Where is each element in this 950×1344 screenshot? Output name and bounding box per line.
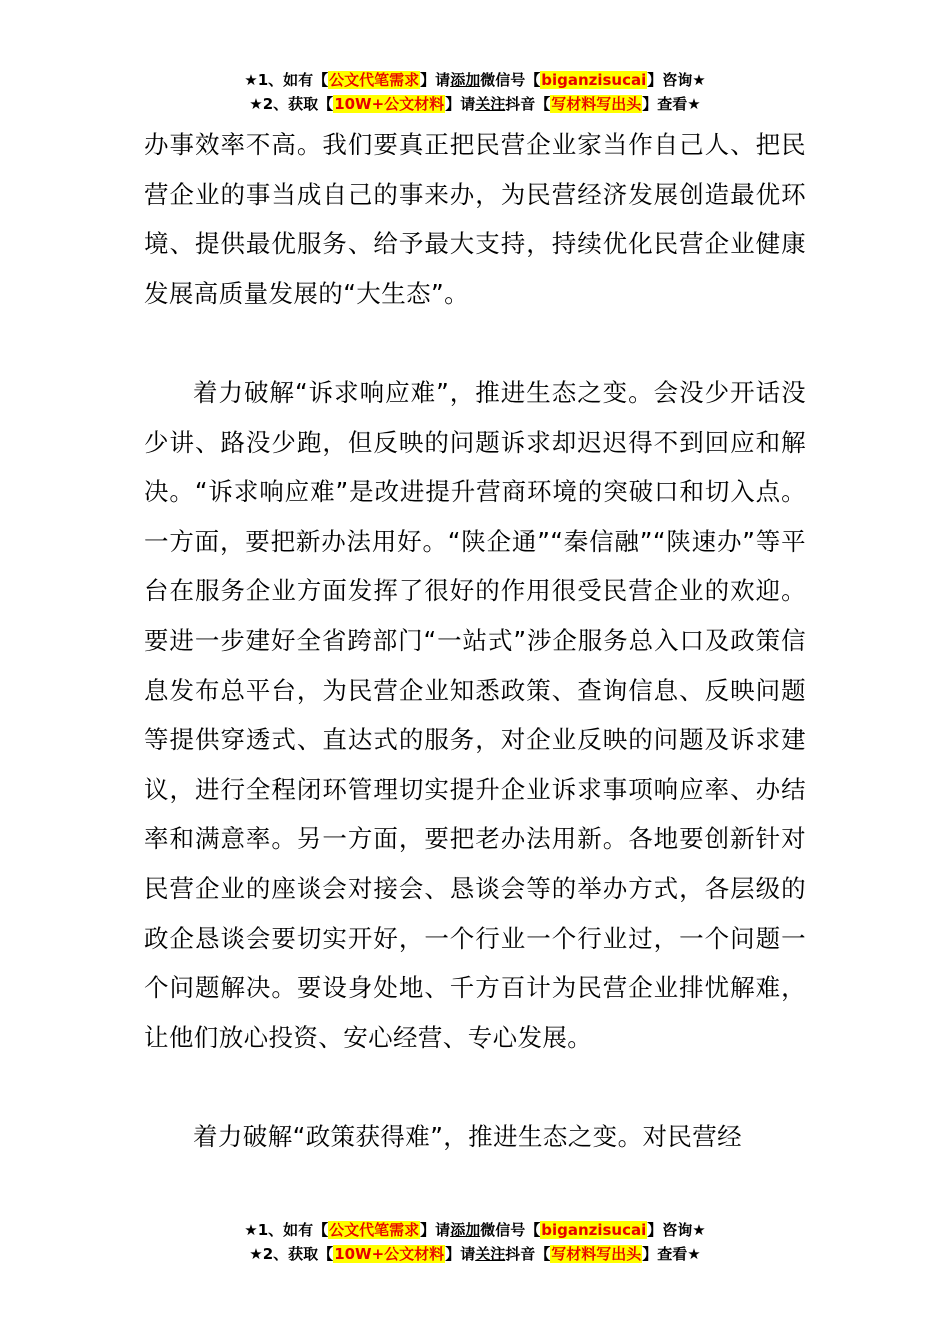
- footer-banner: [0, 1218, 950, 1266]
- highlight-materials: 10W+公文材料: [334, 1245, 445, 1263]
- banner-line-1: ★1、如有【公文代笔需求】请添加微信号【biganzisucai】咨询★: [244, 1221, 706, 1239]
- paragraph-gap: [144, 318, 806, 368]
- banner-line-1: ★1、如有【公文代笔需求】请添加微信号【biganzisucai】咨询★: [244, 71, 706, 89]
- highlight-service: 公文代笔需求: [329, 1221, 420, 1239]
- banner-line-2: ★2、获取【10W+公文材料】请关注抖音【写材料写出头】查看★: [249, 1245, 701, 1263]
- paragraph-1: 办事效率不高。我们要真正把民营企业家当作自己人、把民营企业的事当成自己的事来办，为民营经济发展创造最优环境、提供最优服务、给予最大支持，持续优化民营企业健康发展高质量发展的“大生态”。: [144, 130, 806, 308]
- highlight-service: 公文代笔需求: [329, 71, 420, 89]
- highlight-douyin-account: 写材料写出头: [551, 1245, 642, 1263]
- banner-line-2: ★2、获取【10W+公文材料】请关注抖音【写材料写出头】查看★: [249, 95, 701, 113]
- highlight-wechat-id: biganzisucai: [541, 1221, 647, 1239]
- document-body: [144, 120, 806, 1161]
- paragraph-2: 着力破解“诉求响应难”，推进生态之变。会没少开话没少讲、路没少跑，但反映的问题诉求却迟迟得不到回应和解决。“诉求响应难”是改进提升营商环境的突破口和切入点。一方面，要把新办法用好。“陕企通”“秦信融”“陕速办”等平台在服务企业方面发挥了很好的作用很受民营企业的欢迎。要进一步建好全省跨部门“一站式”涉企服务总入口及政策信息发布总平台，为民营企业知悉政策、查询信息、反映问题等提供穿透式、直达式的服务，对企业反映的问题及诉求建议，进行全程闭环管理切实提升企业诉求事项响应率、办结率和满意率。另一方面，要把老办法用新。各地要创新针对民营企业的座谈会对接会、恳谈会等的举办方式，各层级的政企恳谈会要切实开好，一个行业一个行业过，一个问题一个问题解决。要设身处地、千方百计为民营企业排忧解难，让他们放心投资、安心经营、专心发展。: [144, 377, 806, 1052]
- header-banner: [0, 68, 950, 116]
- paragraph-gap: [144, 1062, 806, 1112]
- highlight-materials: 10W+公文材料: [334, 95, 445, 113]
- highlight-wechat-id: biganzisucai: [541, 71, 647, 89]
- highlight-douyin-account: 写材料写出头: [551, 95, 642, 113]
- paragraph-3: 着力破解“政策获得难”，推进生态之变。对民营经: [193, 1121, 743, 1151]
